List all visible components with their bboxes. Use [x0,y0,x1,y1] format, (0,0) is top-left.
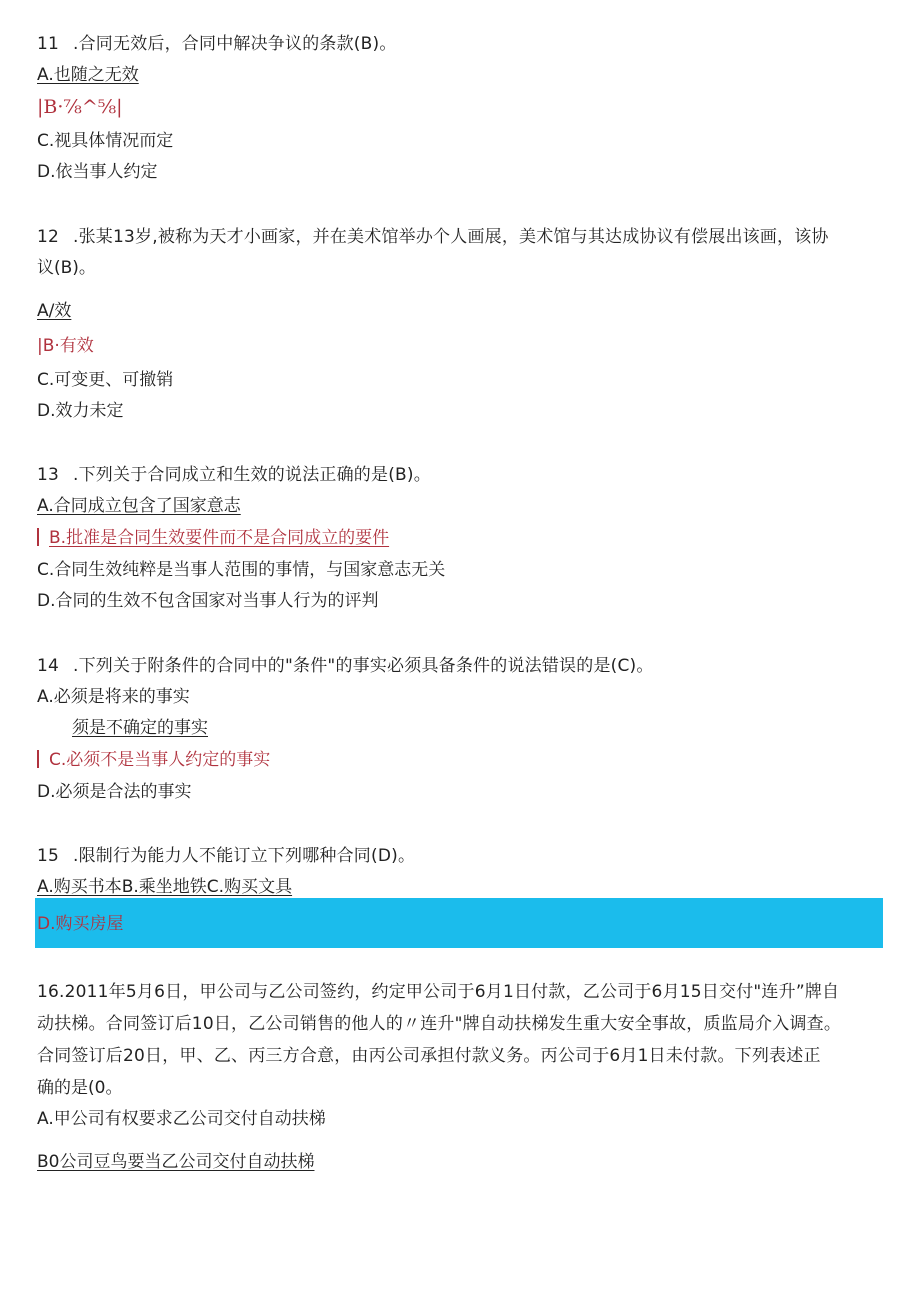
question-15-stem: 15 .限制行为能力人不能订立下列哪种合同(D)。 [37,846,416,866]
question-14-stem: 14 .下列关于附条件的合同中的"条件"的事实必须具备条件的说法错误的是(C)。 [37,656,654,676]
option-b: B0公司豆鸟要当乙公司交付自动扶梯 [37,1152,315,1172]
question-16-stem-line1: 16.2011年5月6日，甲公司与乙公司签约，约定甲公司于6月1日付款，乙公司于6月15日交付"连升”牌自 [37,982,840,1002]
option-c: C.视具体情况而定 [37,131,174,151]
options-abc: A.购买书本B.乘坐地铁C.购买文具 [37,877,293,897]
option-b: 须是不确定的事实 [72,718,208,738]
question-11-stem: 11 .合同无效后，合同中解决争议的条款(B)。 [37,34,397,54]
option-d: D.依当事人约定 [37,162,158,182]
answer-marker [37,528,39,546]
option-a: A.合同成立包含了国家意志 [37,496,241,516]
answer-marker [37,750,39,768]
question-16-stem-line4: 确的是(0。 [37,1078,123,1098]
option-b-answer: B.批准是合同生效要件而不是合同成立的要件 [37,527,389,549]
question-16-stem-line3: 合同签订后20日，甲、乙、丙三方合意，由丙公司承担付款义务。丙公司于6月1日未付款。下列表述正 [37,1046,821,1066]
question-12-stem-line2: 议(B)。 [37,258,96,278]
option-c: C.可变更、可撤销 [37,370,174,390]
option-a: A.也随之无效 [37,65,139,85]
question-number: 13 [37,465,60,485]
question-16-stem-line2: 动扶梯。合同签订后10日，乙公司销售的他人的〃连升"牌自动扶梯发生重大安全事故，质监局介入调查。 [37,1014,842,1034]
question-12-stem-line1: 12 .张某13岁,被称为天才小画家，并在美术馆举办个人画展，美术馆与其达成协议有偿展出该画，该协 [37,227,829,247]
question-number: 12 [37,227,60,247]
option-b-answer: |B·有效 [37,336,94,356]
question-13-stem: 13 .下列关于合同成立和生效的说法正确的是(B)。 [37,465,431,485]
option-d: D.效力未定 [37,401,124,421]
question-number: 14 [37,656,60,676]
option-c-answer: C.必须不是当事人约定的事实 [37,749,270,771]
question-number: 11 [37,34,60,54]
option-d: D.必须是合法的事实 [37,782,192,802]
option-b-answer: |B·⅞^⅝| [37,96,123,118]
question-number: 15 [37,846,60,866]
option-c: C.合同生效纯粹是当事人范围的事情，与国家意志无关 [37,560,446,580]
option-d: D.合同的生效不包含国家对当事人行为的评判 [37,591,379,611]
option-d-answer: D.购买房屋 [37,914,124,934]
option-a: A/效 [37,301,72,321]
option-a: A.必须是将来的事实 [37,687,190,707]
option-a: A.甲公司有权要求乙公司交付自动扶梯 [37,1109,326,1129]
highlighted-answer-bar [35,898,883,948]
